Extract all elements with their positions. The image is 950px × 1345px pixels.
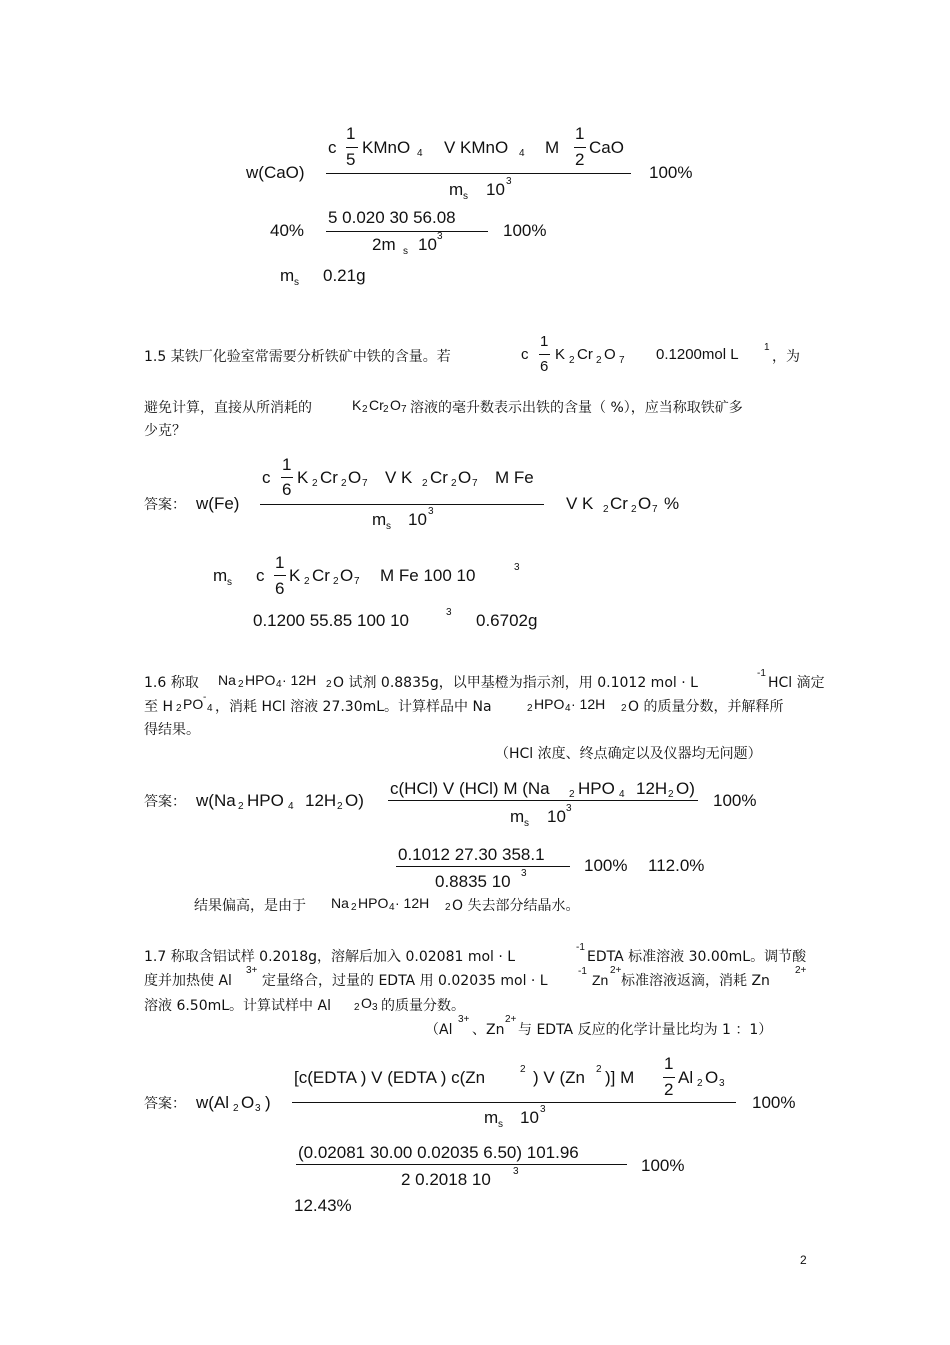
q16-l2c: ，消耗 HCl 溶液 27.30mL。计算样品中 Na bbox=[215, 699, 492, 715]
cao-frac-b-bar bbox=[574, 147, 586, 148]
q16-result-h2o: · 12H bbox=[395, 895, 430, 911]
cao-num-m: M bbox=[545, 138, 560, 157]
cao-l3-s: s bbox=[294, 277, 299, 288]
q17-l2a-exp: 3+ bbox=[246, 965, 258, 976]
q15-num-frac-den: 6 bbox=[282, 480, 292, 499]
q16-l2-po-sub: 4 bbox=[207, 703, 213, 714]
q16-l1-h2o: · 12H bbox=[282, 672, 317, 688]
cao-den-exp: 3 bbox=[506, 176, 512, 187]
q17-num-o: O bbox=[705, 1068, 719, 1087]
q17-l3b: O bbox=[361, 995, 372, 1011]
q17-num-c: )] M bbox=[605, 1068, 635, 1087]
q15-l3-res: 0.6702g bbox=[476, 611, 538, 630]
q15-num-v-cr: Cr bbox=[430, 468, 448, 487]
q15-num-v: V K bbox=[385, 468, 413, 487]
q15-l2-c: c bbox=[256, 566, 265, 585]
q15-rhs-pct: % bbox=[664, 494, 680, 513]
q16-num-sub2: 4 bbox=[619, 789, 625, 800]
q15-line2a: 避免计算，直接从所消耗的 bbox=[144, 400, 312, 416]
q16-l2a: 至 H bbox=[144, 699, 173, 715]
q15-l2-k: K bbox=[289, 566, 301, 585]
cao-num-kmno4: KMnO bbox=[362, 138, 411, 157]
q16-den-m: m bbox=[510, 807, 525, 826]
q17-note-b: 、Zn bbox=[472, 1022, 505, 1038]
q17-lhs-c: ) bbox=[265, 1093, 271, 1112]
q17-l2-den-exp: 3 bbox=[513, 1166, 519, 1177]
q16-l1a: 1.6 称取 bbox=[144, 675, 199, 691]
q15-l2-k-sub: 2 bbox=[304, 576, 310, 587]
q16-l2a-sub: 2 bbox=[176, 703, 182, 714]
q15-num-k-sub: 2 bbox=[312, 478, 318, 489]
q15-line2-k-sub: 2 bbox=[362, 404, 368, 415]
q17-num-a-exp: 2 bbox=[520, 1064, 526, 1075]
q16-result-e: O 失去部分结晶水。 bbox=[452, 898, 580, 914]
cao-num-frac-b-num: 1 bbox=[575, 124, 585, 143]
q15-line3: 少克？ bbox=[144, 423, 186, 439]
q16-num: c(HCl) V (HCl) M (Na bbox=[390, 779, 550, 798]
cao-l3-val: 0.21g bbox=[323, 266, 366, 285]
q15-l2-o-sub: 7 bbox=[354, 576, 360, 587]
cao-l3-m: m bbox=[280, 266, 295, 285]
q15-l2-o: O bbox=[340, 566, 354, 585]
q16-lhs-d: O) bbox=[345, 791, 364, 810]
q17-num-frac-den: 2 bbox=[664, 1080, 674, 1099]
cao-l2-pct: 100% bbox=[503, 221, 547, 240]
q17-lhs-sub2: 3 bbox=[255, 1103, 261, 1114]
q16-note: （HCl 浓度、终点确定以及仪器均无问题） bbox=[495, 746, 762, 762]
q15-num-v-o: O bbox=[458, 468, 472, 487]
cao-l2-den-10: 10 bbox=[418, 235, 437, 254]
q16-l2-pct: 100% bbox=[584, 856, 628, 875]
q15-line2-o: O bbox=[390, 397, 401, 413]
q16-result-na: Na bbox=[331, 895, 349, 911]
q16-l2-den: 0.8835 10 bbox=[435, 872, 511, 891]
q17-note-a: （Al bbox=[425, 1022, 453, 1038]
q15-l2-frac-den: 6 bbox=[275, 579, 285, 598]
q15-l3: 0.1200 55.85 100 10 bbox=[253, 611, 409, 630]
cao-frac-a-bar bbox=[346, 147, 358, 148]
q17-l2a: 度并加热使 Al bbox=[144, 973, 232, 989]
cao-l2-den: 2m bbox=[372, 235, 396, 254]
q16-den-exp: 3 bbox=[566, 803, 572, 814]
q15-line2c: 溶液的毫升数表示出铁的含量（ %），应当称取铁矿多 bbox=[410, 400, 743, 416]
q15-den-exp: 3 bbox=[428, 506, 434, 517]
q15-den-s: s bbox=[386, 521, 391, 532]
q17-num-frac-bar bbox=[663, 1077, 675, 1078]
q17-l2-num: (0.02081 30.00 0.02035 6.50) 101.96 bbox=[298, 1143, 579, 1162]
q17-num-frac-num: 1 bbox=[664, 1054, 674, 1073]
q15-num-frac-num: 1 bbox=[282, 455, 292, 474]
q15-tail: ，为 bbox=[772, 349, 800, 365]
q16-l2-den-exp: 3 bbox=[521, 868, 527, 879]
q15-frac-den: 6 bbox=[540, 358, 549, 375]
q15-num-c: c bbox=[262, 468, 271, 487]
q15-rhs-sub: 2 bbox=[603, 504, 609, 515]
q16-l2-num: 0.1012 27.30 358.1 bbox=[398, 845, 545, 864]
q17-l3a: 溶液 6.50mL。计算试样中 Al bbox=[144, 998, 331, 1014]
q17-l3b-sub: 3 bbox=[372, 1002, 378, 1013]
q16-num-sub: 2 bbox=[569, 789, 575, 800]
q15-line2-o-sub: 7 bbox=[401, 404, 407, 415]
q16-lhs-a: w(Na bbox=[196, 791, 236, 810]
q16-l2-hpo: HPO bbox=[534, 696, 565, 712]
cao-l2-num: 5 0.020 30 56.08 bbox=[328, 208, 456, 227]
q16-num-sub3: 2 bbox=[668, 789, 674, 800]
q15-l2-exp: 3 bbox=[514, 562, 520, 573]
q16-l2c-sub: 2 bbox=[527, 703, 533, 714]
q17-lhs-b: O bbox=[241, 1093, 255, 1112]
q17-num-a: [c(EDTA ) V (EDTA ) c(Zn bbox=[294, 1068, 486, 1087]
page-number: 2 bbox=[800, 1253, 807, 1267]
q16-l2-po: PO bbox=[183, 696, 204, 712]
q17-l2d: 标准溶液返滴，消耗 Zn bbox=[621, 973, 770, 989]
q16-l1-h2o-sub: 2 bbox=[326, 679, 332, 690]
q15-l2-cr: Cr bbox=[312, 566, 330, 585]
q15-lhs: w(Fe) bbox=[196, 494, 240, 513]
q15-num-v-sub: 2 bbox=[422, 478, 428, 489]
q16-l2-h2o-sub: 2 bbox=[621, 703, 627, 714]
q16-answer-label: 答案： bbox=[144, 794, 186, 810]
cao-num-frac-b-den: 2 bbox=[575, 150, 585, 169]
cao-num-frac-a-num: 1 bbox=[346, 124, 356, 143]
q17-num-b-exp: 2 bbox=[596, 1064, 602, 1075]
q15-l2-m: m bbox=[213, 566, 228, 585]
q15-num-k: K bbox=[297, 468, 309, 487]
q15-rhs-o: O bbox=[638, 494, 652, 513]
q16-l1-hpo-sub: 4 bbox=[276, 679, 282, 690]
q17-l3c: 的质量分数。 bbox=[381, 998, 465, 1014]
q15-frac-bar bbox=[539, 354, 550, 355]
q16-l2-h2o: · 12H bbox=[571, 696, 606, 712]
q17-l2c-exp: 2+ bbox=[610, 965, 622, 976]
q16-main-bar bbox=[388, 800, 698, 801]
q17-l2d-exp: 2+ bbox=[795, 965, 807, 976]
q16-l2-po-exp: - bbox=[203, 692, 207, 703]
q16-num-d: O) bbox=[676, 779, 695, 798]
q15-line2-cr-sub: 2 bbox=[383, 404, 389, 415]
q17-l2-pct: 100% bbox=[641, 1156, 685, 1175]
q16-l2-bar bbox=[396, 866, 570, 867]
q15-line2-k: K bbox=[352, 397, 362, 413]
q16-num-b: HPO bbox=[578, 779, 615, 798]
q15-rhs-v: V K bbox=[566, 494, 594, 513]
q16-pct: 100% bbox=[713, 791, 757, 810]
q15-l2-frac-num: 1 bbox=[275, 553, 285, 572]
cao-l2-den-exp: 3 bbox=[437, 231, 443, 242]
q15-l2-frac-bar bbox=[274, 575, 286, 576]
q16-lhs-b: HPO bbox=[247, 791, 284, 810]
q17-den-m: m bbox=[484, 1108, 499, 1127]
q16-result-na-sub: 2 bbox=[351, 902, 357, 913]
cao-num-c: c bbox=[328, 138, 337, 157]
q17-note-b-exp: 2+ bbox=[505, 1014, 517, 1025]
q15-num-o-sub: 7 bbox=[362, 478, 368, 489]
q16-den-10: 10 bbox=[547, 807, 566, 826]
cao-den-m: m bbox=[449, 180, 464, 199]
q16-lhs-sub2: 4 bbox=[288, 801, 294, 812]
q16-result-h2o-sub: 2 bbox=[445, 902, 451, 913]
q17-note-c: 与 EDTA 反应的化学计量比均为 1 ：1） bbox=[518, 1022, 773, 1038]
q15-line2-cr: Cr bbox=[369, 397, 384, 413]
q17-l2b-exp: -1 bbox=[578, 966, 587, 977]
cao-num-v: V KMnO bbox=[444, 138, 509, 157]
q15-num-cr: Cr bbox=[320, 468, 338, 487]
q15-num-cr-sub: 2 bbox=[341, 478, 347, 489]
q16-result-hpo-sub: 4 bbox=[389, 902, 395, 913]
q17-main-bar bbox=[292, 1102, 736, 1103]
q17-den-exp: 3 bbox=[540, 1104, 546, 1115]
q16-l1e-exp: -1 bbox=[757, 668, 766, 679]
q16-l1-na: Na bbox=[218, 672, 236, 688]
q16-l1f: HCl 滴定 bbox=[768, 675, 825, 691]
q15-k-sub: 2 bbox=[569, 355, 575, 366]
q17-num-b: ) V (Zn bbox=[533, 1068, 585, 1087]
cao-num-v-sub: 4 bbox=[519, 148, 525, 159]
cao-l2-lhs: 40% bbox=[270, 221, 305, 240]
q17-l2b: 定量络合，过量的 EDTA 用 0.02035 mol · L bbox=[262, 973, 548, 989]
q17-num-o-sub: 3 bbox=[719, 1078, 725, 1089]
q16-l1-hpo: HPO bbox=[245, 672, 276, 688]
q15-num-v-o-sub: 7 bbox=[472, 478, 478, 489]
q15-num-m: M Fe bbox=[495, 468, 534, 487]
q15-answer-label: 答案： bbox=[144, 497, 186, 513]
cao-den-10: 10 bbox=[486, 180, 505, 199]
q16-l2-hpo-sub: 4 bbox=[565, 703, 571, 714]
q17-den-10: 10 bbox=[520, 1108, 539, 1127]
q17-pct: 100% bbox=[752, 1093, 796, 1112]
cao-den-s: s bbox=[463, 191, 468, 202]
cao-l2-bar bbox=[326, 231, 488, 232]
q16-result-a: 结果偏高，是由于 bbox=[194, 898, 306, 914]
q16-l2-res: 112.0% bbox=[648, 856, 705, 875]
q15-rhs-cr-sub: 2 bbox=[631, 504, 637, 515]
q17-l2-den: 2 0.2018 10 bbox=[401, 1170, 491, 1189]
q16-lhs-c: 12H bbox=[305, 791, 337, 810]
q15-cr-sub: 2 bbox=[596, 355, 602, 366]
cao-num-cao: CaO bbox=[589, 138, 624, 157]
q15-frac-num: 1 bbox=[540, 333, 549, 350]
q16-lhs-sub3: 2 bbox=[337, 801, 343, 812]
q16-result-hpo: HPO bbox=[358, 895, 389, 911]
q17-num-al-sub: 2 bbox=[697, 1078, 703, 1089]
cao-lhs: w(CaO) bbox=[246, 163, 305, 182]
q15-den-10: 10 bbox=[408, 510, 427, 529]
q15-den-m: m bbox=[372, 510, 387, 529]
q15-line1: 1.5 某铁厂化验室常需要分析铁矿中铁的含量。若 bbox=[144, 349, 451, 365]
cao-l2-den-s: s bbox=[403, 246, 408, 257]
q15-k: K bbox=[555, 346, 566, 363]
q17-lhs-a: w(Al bbox=[196, 1093, 230, 1112]
q17-num-al: Al bbox=[678, 1068, 694, 1087]
q17-note-a-exp: 3+ bbox=[458, 1014, 470, 1025]
q15-l2-tail: M Fe 100 10 bbox=[380, 566, 476, 585]
q17-l3: 12.43% bbox=[294, 1196, 352, 1215]
q15-num-o: O bbox=[348, 468, 362, 487]
q15-l2-s: s bbox=[227, 577, 232, 588]
q16-lhs-sub: 2 bbox=[238, 801, 244, 812]
q15-num-frac-bar bbox=[281, 477, 293, 478]
q15-cr: Cr bbox=[577, 346, 593, 363]
q16-l1e: O 试剂 0.8835g，以甲基橙为指示剂，用 0.1012 mol · L bbox=[333, 675, 698, 691]
q15-rhs-o-sub: 7 bbox=[652, 504, 658, 515]
q16-l1-na-sub: 2 bbox=[238, 679, 244, 690]
q17-answer-label: 答案： bbox=[144, 1096, 186, 1112]
q15-c: c bbox=[521, 346, 529, 363]
q16-den-s: s bbox=[524, 818, 529, 829]
q17-l3a-sub: 2 bbox=[354, 1002, 360, 1013]
q15-rhs-cr: Cr bbox=[610, 494, 628, 513]
q17-l1b: EDTA 标准溶液 30.00mL。调节酸 bbox=[587, 949, 807, 965]
q17-l2-bar bbox=[296, 1164, 627, 1165]
cao-num-kmno4-sub: 4 bbox=[417, 148, 423, 159]
q15-num-v-cr-sub: 2 bbox=[451, 478, 457, 489]
q15-l3-exp: 3 bbox=[446, 607, 452, 618]
q16-l2f: O 的质量分数，并解释所 bbox=[628, 699, 784, 715]
cao-num-frac-a-den: 5 bbox=[346, 150, 356, 169]
cao-pct: 100% bbox=[649, 163, 693, 182]
q17-l1a-exp: -1 bbox=[576, 942, 585, 953]
q15-val: 0.1200mol L bbox=[656, 346, 739, 363]
q16-num-c: 12H bbox=[636, 779, 668, 798]
q16-l3: 得结果。 bbox=[144, 722, 200, 738]
q17-l2c: Zn bbox=[592, 972, 609, 988]
q17-den-s: s bbox=[498, 1119, 503, 1130]
q15-o-sub: 7 bbox=[619, 355, 625, 366]
q17-l1a: 1.7 称取含铝试样 0.2018g，溶解后加入 0.02081 mol · L bbox=[144, 949, 516, 965]
q15-main-bar bbox=[260, 504, 544, 505]
q15-val-exp: 1 bbox=[764, 342, 770, 353]
q15-o: O bbox=[604, 346, 616, 363]
cao-main-bar bbox=[326, 173, 631, 174]
q17-lhs-sub: 2 bbox=[233, 1103, 239, 1114]
q15-l2-cr-sub: 2 bbox=[333, 576, 339, 587]
